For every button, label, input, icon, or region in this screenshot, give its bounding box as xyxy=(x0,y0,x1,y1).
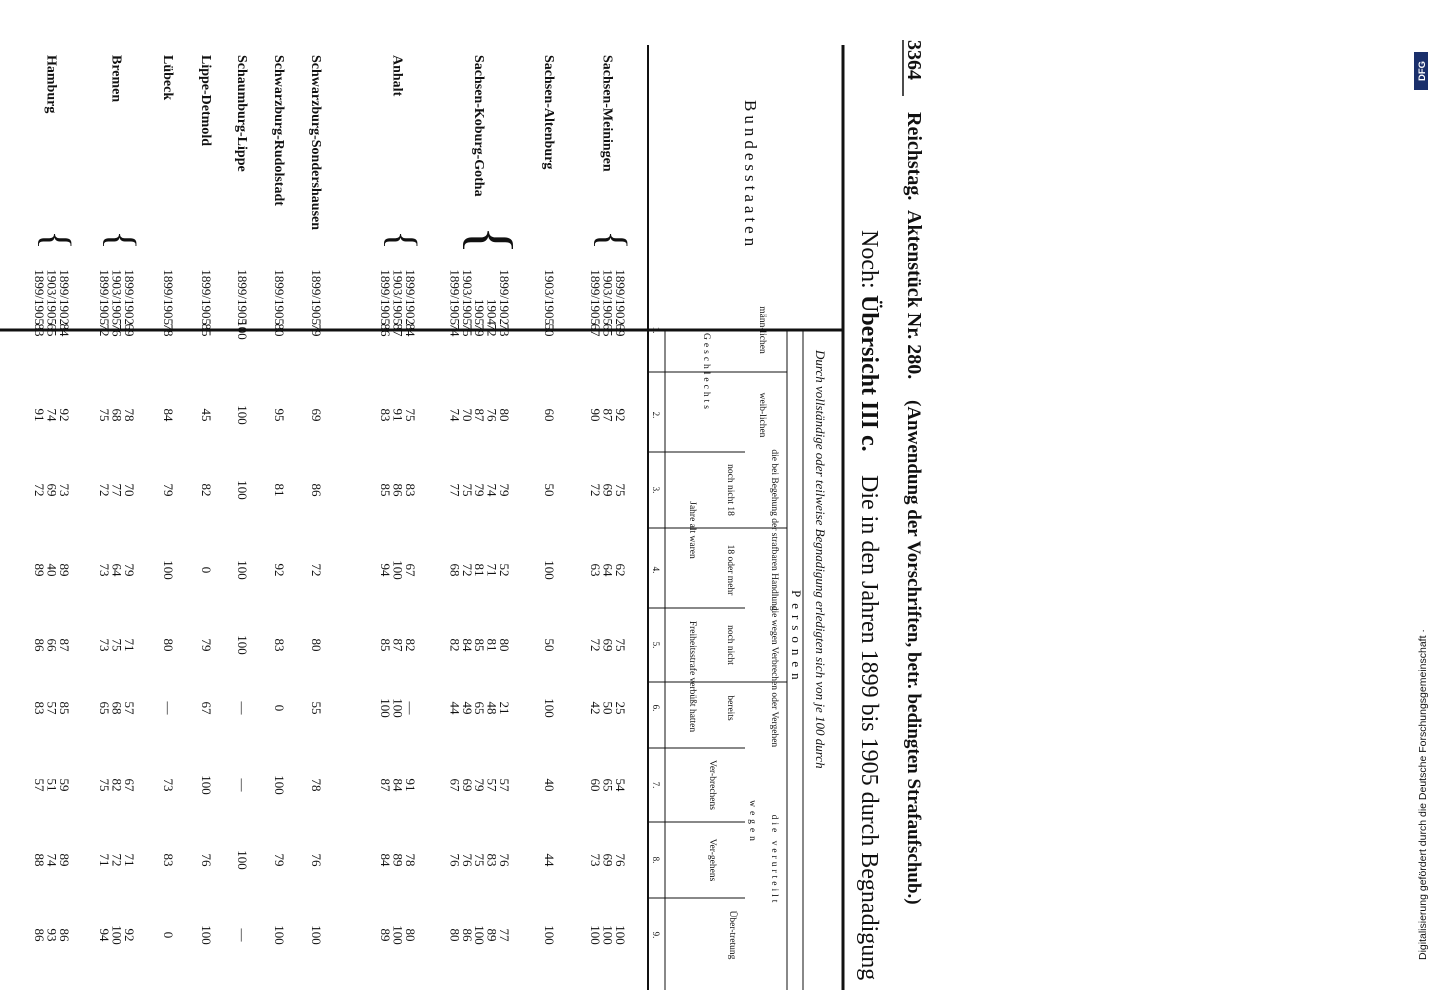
value-cell: 64 xyxy=(600,563,616,577)
value-cell: 89 xyxy=(32,563,48,577)
value-cell: 100 xyxy=(600,925,616,945)
value-cell: 81 xyxy=(272,483,287,497)
already-header: bereits xyxy=(725,695,735,721)
value-cell: 70 xyxy=(122,483,137,497)
value-cell: 82 xyxy=(403,638,418,652)
value-cell: 79 xyxy=(309,323,324,337)
value-cell: 84 xyxy=(378,853,394,867)
value-cell: 80 xyxy=(497,638,512,652)
value-cell: 82 xyxy=(199,483,214,497)
overview-prefix: Noch: xyxy=(856,230,882,289)
value-cell: 83 xyxy=(32,323,48,337)
value-cell: 65 xyxy=(97,701,113,715)
value-cell: 83 xyxy=(161,853,176,867)
value-cell: 57 xyxy=(32,778,48,792)
value-cell: 94 xyxy=(378,563,394,577)
value-cell: 100 xyxy=(235,850,250,870)
value-cell: 83 xyxy=(32,701,48,715)
period-cell: 1899/1902 xyxy=(57,269,72,325)
state-name: Anhalt xyxy=(389,55,405,97)
value-cell: 84 xyxy=(459,638,475,652)
value-cell: 100 xyxy=(378,698,394,718)
value-cell: 68 xyxy=(109,701,125,715)
period-cell: 1903/1905 xyxy=(459,269,475,325)
value-cell: 100 xyxy=(161,560,176,580)
period-cell: 1899/1905 xyxy=(199,269,214,325)
value-cell: 59 xyxy=(57,778,72,792)
value-cell: 77 xyxy=(109,483,125,497)
value-cell: 91 xyxy=(403,778,418,792)
value-cell: 86 xyxy=(390,483,406,497)
value-cell: 0 xyxy=(272,704,287,712)
period-cell: 1899/1902 xyxy=(403,269,418,325)
value-cell: 51 xyxy=(44,778,60,792)
value-cell: 44 xyxy=(447,701,463,715)
value-cell: 65 xyxy=(472,701,488,715)
value-cell: 69 xyxy=(122,323,137,337)
value-cell: 65 xyxy=(600,323,616,337)
value-cell: 65 xyxy=(600,778,616,792)
value-cell: 100 xyxy=(199,775,214,795)
female-header: weib-lichen xyxy=(757,392,767,438)
value-cell: 100 xyxy=(390,560,406,580)
value-cell: 42 xyxy=(588,701,604,715)
value-cell: 71 xyxy=(122,638,137,652)
value-cell: 74 xyxy=(447,408,463,422)
value-cell: 89 xyxy=(57,563,72,577)
value-cell: 86 xyxy=(32,638,48,652)
offense-header: Ver-gehens xyxy=(707,838,717,882)
value-cell: 45 xyxy=(199,408,214,422)
value-cell: 60 xyxy=(542,408,557,422)
value-cell: 74 xyxy=(447,323,463,337)
value-cell: 100 xyxy=(272,925,287,945)
value-cell: 50 xyxy=(542,483,557,497)
period-cell: 1899/1902 xyxy=(613,269,628,325)
value-cell: 100 xyxy=(235,405,250,425)
value-cell: 72 xyxy=(97,483,113,497)
value-cell: 85 xyxy=(472,638,488,652)
value-cell: 83 xyxy=(272,638,287,652)
wegen-header: wegen xyxy=(747,800,757,845)
subject-label: (Anwendung der Vorschriften, betr. bedingten Strafaufschub.) xyxy=(903,400,924,905)
value-cell: 87 xyxy=(378,778,394,792)
male-header: männ-lichen xyxy=(757,306,767,354)
period-cell: 1899/1905 xyxy=(378,269,394,325)
value-cell: — xyxy=(161,701,176,715)
value-cell: 66 xyxy=(44,638,60,652)
value-cell: 100 xyxy=(235,560,250,580)
value-cell: 78 xyxy=(309,778,324,792)
value-cell: 80 xyxy=(447,928,463,942)
value-cell: 89 xyxy=(484,928,500,942)
verurteilt-header: die verurteilt xyxy=(769,814,779,906)
brace: { xyxy=(458,225,525,255)
value-cell: 78 xyxy=(161,323,176,337)
period-cell: 1903/1905 xyxy=(109,269,125,325)
value-cell: 84 xyxy=(161,408,176,422)
overview-label: Übersicht III c. xyxy=(856,295,882,452)
value-cell: 80 xyxy=(403,928,418,942)
value-cell: 76 xyxy=(613,853,628,867)
value-cell: 76 xyxy=(309,853,324,867)
value-cell: 86 xyxy=(459,928,475,942)
column-number: 4. xyxy=(651,566,661,574)
value-cell: 100 xyxy=(390,925,406,945)
value-cell: 100 xyxy=(235,320,250,340)
value-cell: 79 xyxy=(472,483,488,497)
value-cell: 57 xyxy=(122,701,137,715)
value-cell: 72 xyxy=(97,323,113,337)
value-cell: 76 xyxy=(109,323,125,337)
value-cell: 85 xyxy=(57,701,72,715)
value-cell: 77 xyxy=(447,483,463,497)
value-cell: 69 xyxy=(459,778,475,792)
value-cell: 68 xyxy=(109,408,125,422)
state-name: Hamburg xyxy=(43,55,59,114)
value-cell: 86 xyxy=(32,928,48,942)
value-cell: 94 xyxy=(97,928,113,942)
value-cell: 71 xyxy=(97,853,113,867)
state-name: Lippe-Detmold xyxy=(198,55,213,146)
page-number: 3364 xyxy=(903,40,925,80)
value-cell: 69 xyxy=(613,323,628,337)
value-cell: 55 xyxy=(309,701,324,715)
period-cell: 1899/1905 xyxy=(447,269,463,325)
value-cell: 67 xyxy=(447,778,463,792)
period-cell: 1903/1905 xyxy=(390,269,406,325)
column-number: 8. xyxy=(651,856,661,864)
age-group-header: die bei Begehung der strafbaren Handlung xyxy=(769,449,779,611)
value-cell: — xyxy=(235,928,250,942)
state-name: Lübeck xyxy=(160,55,175,101)
value-cell: 100 xyxy=(542,698,557,718)
value-cell: 100 xyxy=(542,560,557,580)
value-cell: 87 xyxy=(472,408,488,422)
value-cell: 84 xyxy=(403,323,418,337)
value-cell: 79 xyxy=(199,638,214,652)
value-cell: 75 xyxy=(613,483,628,497)
value-cell: 82 xyxy=(109,778,125,792)
value-cell: 79 xyxy=(472,323,488,337)
value-cell: 62 xyxy=(613,563,628,577)
state-name: Sachsen-Meiningen xyxy=(599,55,615,172)
period-cell: 1899/1905 xyxy=(309,269,324,325)
value-cell: 100 xyxy=(472,925,488,945)
geschlechts-header: Geschlechts xyxy=(701,333,711,412)
value-cell: 91 xyxy=(390,408,406,422)
value-cell: 0 xyxy=(161,931,176,939)
value-cell: 92 xyxy=(272,563,287,577)
value-cell: 84 xyxy=(57,323,72,337)
value-cell: 76 xyxy=(447,853,463,867)
value-cell: 90 xyxy=(588,408,604,422)
value-cell: 72 xyxy=(32,483,48,497)
value-cell: 0 xyxy=(199,566,214,574)
value-cell: 72 xyxy=(588,638,604,652)
document-label: Aktenstück Nr. 280. xyxy=(903,210,925,380)
side-note-strip xyxy=(1412,40,1430,970)
brace: { xyxy=(34,230,80,250)
period-cell: 1903/1905 xyxy=(44,269,60,325)
value-cell: 69 xyxy=(309,408,324,422)
value-cell: 77 xyxy=(497,928,512,942)
value-cell: 69 xyxy=(600,483,616,497)
value-cell: 80 xyxy=(497,408,512,422)
value-cell: 78 xyxy=(403,853,418,867)
value-cell: 85 xyxy=(378,638,394,652)
value-cell: 50 xyxy=(600,701,616,715)
value-cell: 65 xyxy=(44,323,60,337)
brace: { xyxy=(99,230,145,250)
value-cell: 100 xyxy=(235,635,250,655)
freiheitsstrafe-header: Freiheitsstrafe verbüßt hatten xyxy=(687,620,697,733)
value-cell: 89 xyxy=(390,853,406,867)
value-cell: 75 xyxy=(97,408,113,422)
value-cell: 75 xyxy=(613,638,628,652)
value-cell: 73 xyxy=(57,483,72,497)
value-cell: 73 xyxy=(97,638,113,652)
period-cell: 1899/1905 xyxy=(588,269,604,325)
value-cell: 57 xyxy=(44,701,60,715)
value-cell: 83 xyxy=(378,408,394,422)
state-name: Bremen xyxy=(108,55,124,103)
period-cell: 1903/1905 xyxy=(542,269,557,325)
value-cell: 73 xyxy=(588,853,604,867)
value-cell: 86 xyxy=(378,323,394,337)
value-cell: 89 xyxy=(57,853,72,867)
value-cell: — xyxy=(235,778,250,792)
value-cell: 75 xyxy=(459,483,475,497)
value-cell: 87 xyxy=(390,323,406,337)
value-cell: 74 xyxy=(44,408,60,422)
period-cell: 1899/1902 xyxy=(122,269,137,325)
value-cell: 70 xyxy=(459,408,475,422)
value-cell: 67 xyxy=(588,323,604,337)
value-cell: 76 xyxy=(459,853,475,867)
value-cell: 92 xyxy=(57,408,72,422)
value-cell: 73 xyxy=(497,323,512,337)
value-cell: 83 xyxy=(403,483,418,497)
value-cell: 86 xyxy=(309,483,324,497)
value-cell: 73 xyxy=(97,563,113,577)
value-cell: 25 xyxy=(613,701,628,715)
value-cell: 67 xyxy=(199,701,214,715)
period-cell: 1899/1905 xyxy=(235,269,250,325)
crime-header: Ver-brechens xyxy=(707,760,717,810)
value-cell: 67 xyxy=(122,778,137,792)
value-cell: 50 xyxy=(542,638,557,652)
value-cell: 48 xyxy=(484,701,500,715)
value-cell: 85 xyxy=(199,323,214,337)
column-number: 5. xyxy=(651,641,661,649)
value-cell: 85 xyxy=(378,483,394,497)
period-cell: 1899/1905 xyxy=(97,269,113,325)
value-cell: 69 xyxy=(600,853,616,867)
value-cell: 91 xyxy=(32,408,48,422)
column-number: 1. xyxy=(651,326,661,334)
period-cell: 1899/1902 xyxy=(497,269,512,325)
value-cell: 86 xyxy=(57,928,72,942)
value-cell: 76 xyxy=(497,853,512,867)
period-cell: 1899/1905 xyxy=(161,269,176,325)
prior-group-header: die wegen Verbrechen oder Vergehen xyxy=(769,605,779,748)
value-cell: 87 xyxy=(57,638,72,652)
value-cell: 89 xyxy=(378,928,394,942)
value-cell: 57 xyxy=(484,778,500,792)
value-cell: 72 xyxy=(109,853,125,867)
value-cell: 50 xyxy=(542,323,557,337)
value-cell: 54 xyxy=(613,778,628,792)
state-name: Schwarzburg-Sondershausen xyxy=(308,55,323,231)
value-cell: 79 xyxy=(472,778,488,792)
value-cell: 92 xyxy=(613,408,628,422)
value-cell: 57 xyxy=(497,778,512,792)
value-cell: 69 xyxy=(44,483,60,497)
not-yet-header: noch nicht xyxy=(725,625,735,665)
value-cell: — xyxy=(403,701,418,715)
value-cell: 63 xyxy=(588,563,604,577)
value-cell: 88 xyxy=(32,853,48,867)
value-cell: 21 xyxy=(497,701,512,715)
value-cell: 80 xyxy=(161,638,176,652)
value-cell: 60 xyxy=(588,778,604,792)
value-cell: 72 xyxy=(484,323,500,337)
column-number: 9. xyxy=(651,931,661,939)
value-cell: 100 xyxy=(613,925,628,945)
value-cell: 100 xyxy=(109,925,125,945)
value-cell: 40 xyxy=(542,778,557,792)
period-cell: 1905 xyxy=(472,299,488,325)
value-cell: 79 xyxy=(272,853,287,867)
value-cell: 82 xyxy=(447,638,463,652)
state-name: Schwarzburg-Rudolstadt xyxy=(271,55,286,206)
value-cell: 75 xyxy=(403,408,418,422)
column-number: 3. xyxy=(651,486,661,494)
value-cell: 81 xyxy=(484,638,500,652)
value-cell: 76 xyxy=(484,408,500,422)
value-cell: 100 xyxy=(390,698,406,718)
young-header: noch nicht 18 xyxy=(725,464,735,516)
value-cell: 80 xyxy=(309,638,324,652)
value-cell: 74 xyxy=(44,853,60,867)
value-cell: 75 xyxy=(109,638,125,652)
value-cell: 93 xyxy=(44,928,60,942)
value-cell: 73 xyxy=(161,778,176,792)
brace: { xyxy=(380,230,426,250)
value-cell: 52 xyxy=(497,563,512,577)
value-cell: 87 xyxy=(390,638,406,652)
period-cell: 1904 xyxy=(484,299,500,325)
value-cell: 72 xyxy=(309,563,324,577)
value-cell: 69 xyxy=(600,638,616,652)
state-name: Sachsen-Koburg-Gotha xyxy=(471,55,487,197)
value-cell: 75 xyxy=(97,778,113,792)
value-cell: — xyxy=(235,701,250,715)
period-cell: 1899/1905 xyxy=(272,269,287,325)
source-label: Reichstag. xyxy=(903,112,925,201)
period-cell: 1903/1905 xyxy=(600,269,616,325)
value-cell: 75 xyxy=(472,853,488,867)
value-cell: 92 xyxy=(122,928,137,942)
funding-note: Digitalisierung gefördert durch die Deutsche Forschungsgemeinschaft · xyxy=(1417,629,1429,960)
old-header: 18 oder mehr xyxy=(725,544,735,596)
column-number: 2. xyxy=(651,411,661,419)
value-cell: 100 xyxy=(272,775,287,795)
states-column-header: Bundesstaaten xyxy=(741,100,760,251)
value-cell: 100 xyxy=(542,925,557,945)
value-cell: 67 xyxy=(403,563,418,577)
value-cell: 49 xyxy=(459,701,475,715)
value-cell: 40 xyxy=(44,563,60,577)
state-name: Sachsen-Altenburg xyxy=(541,55,556,170)
infraction-header: Über-tretung xyxy=(727,910,737,960)
value-cell: 68 xyxy=(447,563,463,577)
overview-title: Die in den Jahren 1899 bis 1905 durch Begnadigung xyxy=(856,475,882,981)
column-number: 6. xyxy=(651,704,661,712)
value-cell: 75 xyxy=(459,323,475,337)
value-cell: 79 xyxy=(122,563,137,577)
period-cell: 1899/1905 xyxy=(32,269,48,325)
value-cell: 71 xyxy=(484,563,500,577)
value-cell: 100 xyxy=(235,480,250,500)
value-cell: 100 xyxy=(588,925,604,945)
state-name: Schaumburg-Lippe xyxy=(234,55,249,172)
value-cell: 44 xyxy=(542,853,557,867)
value-cell: 71 xyxy=(122,853,137,867)
jahre-header: Jahre alt waren xyxy=(687,501,697,559)
value-cell: 95 xyxy=(272,408,287,422)
value-cell: 87 xyxy=(600,408,616,422)
value-cell: 76 xyxy=(199,853,214,867)
value-cell: 81 xyxy=(472,563,488,577)
column-number: 7. xyxy=(651,781,661,789)
dfg-logo-text: DFG xyxy=(1417,60,1428,82)
value-cell: 78 xyxy=(122,408,137,422)
brace: { xyxy=(590,230,636,250)
value-cell: 79 xyxy=(497,483,512,497)
super-header: Durch vollständige oder teilweise Begnadigung erledigten sich von je 100 durch xyxy=(813,350,828,769)
value-cell: 64 xyxy=(109,563,125,577)
value-cell: 100 xyxy=(309,925,324,945)
value-cell: 79 xyxy=(161,483,176,497)
value-cell: 80 xyxy=(272,323,287,337)
value-cell: 72 xyxy=(588,483,604,497)
personen-header: Personen xyxy=(789,590,804,686)
value-cell: 100 xyxy=(199,925,214,945)
value-cell: 84 xyxy=(390,778,406,792)
value-cell: 72 xyxy=(459,563,475,577)
value-cell: 83 xyxy=(484,853,500,867)
value-cell: 74 xyxy=(484,483,500,497)
